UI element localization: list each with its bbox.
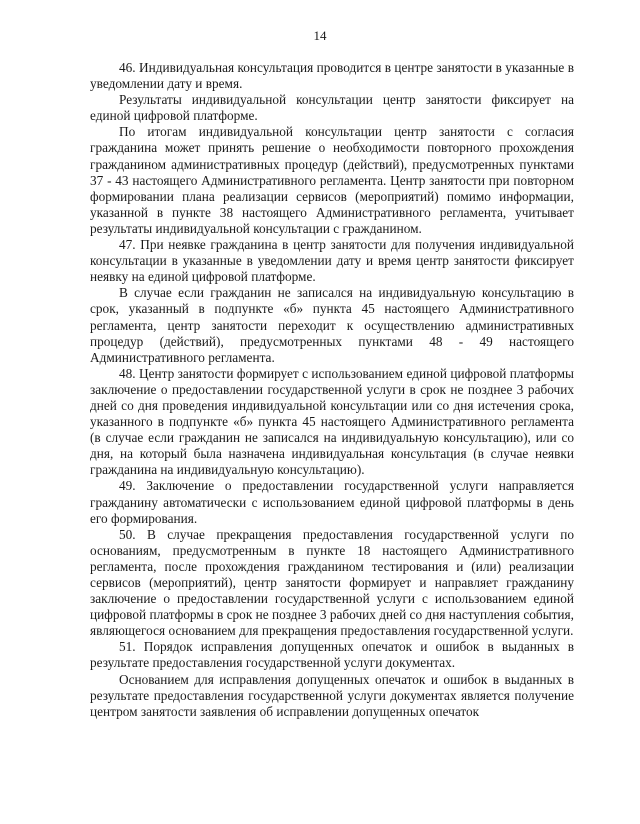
page-number: 14 [313, 28, 327, 43]
paragraph-46-repeat: По итогам индивидуальной консультации центр занятости с согласия гражданина может принять решение о необходимости повторного прохождения гражданином административных процедур (действий), предусмотренных пунктами 37 - 43 настоящего Административного регламента. Центр занятости при повторном формировании плана реализации сервисов (мероприятий) помимо информации, указанной в пункте 38 настоящего Административного регламента, учитывает результаты индивидуальной консультации с гражданином. [90, 124, 574, 236]
paragraph-49: 49. Заключение о предоставлении государственной услуги направляется гражданину автоматически с использованием единой цифровой платформы в день его формирования. [90, 478, 574, 526]
paragraph-46: 46. Индивидуальная консультация проводится в центре занятости в указанные в уведомлении дату и время. [90, 60, 574, 92]
document-body [90, 60, 574, 720]
paragraph-47: 47. При неявке гражданина в центр занятости для получения индивидуальной консультации в указанные в уведомлении дату и время центр занятости фиксирует неявку на единой цифровой платформе. [90, 237, 574, 285]
paragraph-46-results: Результаты индивидуальной консультации центр занятости фиксирует на единой цифровой платформе. [90, 92, 574, 124]
paragraph-50: 50. В случае прекращения предоставления государственной услуги по основаниям, предусмотренным в пункте 18 настоящего Административного регламента, после прохождения гражданином тестирования и (или) реализации сервисов (мероприятий), центр занятости формирует и направляет гражданину заключение о предоставлении государственной услуги с использованием единой цифровой платформы в срок не позднее 3 рабочих дней со дня наступления события, являющегося основанием для прекращения предоставления государственной услуги. [90, 526, 574, 639]
paragraph-51: 51. Порядок исправления допущенных опечаток и ошибок в выданных в результате предоставления государственной услуги документах. [90, 639, 574, 671]
paragraph-51-basis: Основанием для исправления допущенных опечаток и ошибок в выданных в результате предоставления государственной услуги документах является получение центром занятости заявления об исправлении допущенных опечаток [90, 671, 574, 719]
paragraph-47-no-signup: В случае если гражданин не записался на индивидуальную консультацию в срок, указанный в подпункте «б» пункта 45 настоящего Административного регламента, центр занятости переходит к осуществлению административных процедур (действий), предусмотренных пунктами 48 - 49 настоящего Административного регламента. [90, 285, 574, 365]
paragraph-48: 48. Центр занятости формирует с использованием единой цифровой платформы заключение о предоставлении государственной услуги в срок не позднее 3 рабочих дней со дня проведения индивидуальной консультации или со дня истечения срока, указанного в подпункте «б» пункта 45 настоящего Административного регламента (в случае если гражданин не записался на индивидуальную консультацию), или со дня, на который была назначена индивидуальная консультация (в случае неявки гражданина на индивидуальную консультацию). [90, 365, 574, 478]
